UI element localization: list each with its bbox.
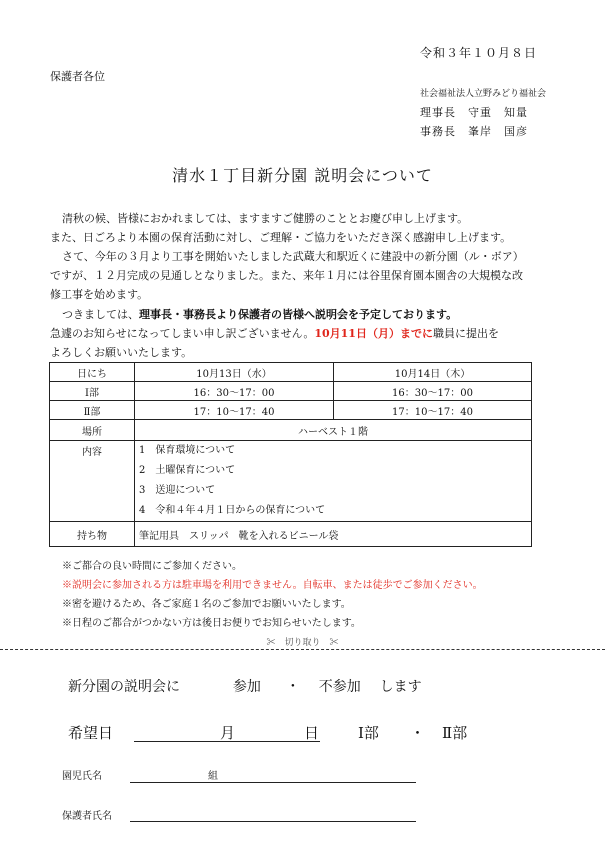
items-value: 筆記用具 スリッパ 靴を入れるビニール袋 <box>135 522 532 547</box>
day2-header: 10月14日（木） <box>334 363 532 382</box>
table-row <box>50 382 532 401</box>
content-label: 内容 <box>50 441 135 522</box>
part2-time-day2: 17：10～17：40 <box>334 401 532 420</box>
document-title: 清水１丁目新分園 説明会について <box>172 166 433 185</box>
child-name-field[interactable] <box>130 782 416 783</box>
class-label: 組 <box>208 771 218 782</box>
content-item: 3 送迎について <box>139 485 216 496</box>
separator-dot: ・ <box>410 724 426 742</box>
part1-time-day1: 16：30～17：00 <box>135 382 334 401</box>
body-bold-text: 理事長・事務長より保護者の皆様へ説明会を予定しております。 <box>139 308 458 321</box>
content-item: 2 土曜保育について <box>139 465 236 476</box>
guardian-name-label: 保護者氏名 <box>62 811 112 822</box>
body-line: よろしくお願いいたします。 <box>50 346 193 359</box>
organization-name: 社会福祉法人立野みどり福祉会 <box>420 89 547 99</box>
body-line: 清秋の候、皆様におかれましては、ますますご健勝のこととお慶び申し上げます。 <box>62 212 469 225</box>
not-attend-option[interactable]: 不参加 <box>318 679 361 695</box>
day1-header: 10月13日（水） <box>135 363 334 382</box>
part1-time-day2: 16：30～17：00 <box>334 382 532 401</box>
attendance-line <box>68 676 422 696</box>
attendance-suffix: します <box>379 679 422 695</box>
part2-time-day1: 17：10～17：40 <box>135 401 334 420</box>
note: ※日程のご都合がつかない方は後日お便りでお知らせいたします。 <box>62 618 361 629</box>
note: ※密を避けるため、各ご家庭１名のご参加でお願いいたします。 <box>62 599 351 610</box>
body-line: さて、今年の３月より工事を開始いたしました武蔵大和駅近くに建設中の新分園（ル・ボア） <box>62 250 524 263</box>
day-label: 日 <box>304 724 320 742</box>
table-row <box>50 420 532 441</box>
attendance-prefix: 新分園の説明会に <box>68 679 180 695</box>
body-line: 修工事を始めます。 <box>50 288 149 301</box>
cut-line <box>0 649 605 650</box>
attend-option[interactable]: 参加 <box>232 679 261 695</box>
part2-label: Ⅱ部 <box>50 401 135 420</box>
date-header-label: 日にち <box>50 363 135 382</box>
part2-option[interactable]: Ⅱ部 <box>442 724 468 742</box>
month-label: 月 <box>220 724 236 742</box>
content-list <box>135 441 532 522</box>
body-text: 職員に提出を <box>432 327 499 340</box>
note: ※ご都合の良い時間にご参加ください。 <box>62 561 242 572</box>
child-name-label: 園児氏名 <box>62 771 102 782</box>
body-line: ですが、１２月完成の見通しとなりました。また、来年１月には谷里保育園本園舎の大規模な改 <box>50 269 523 282</box>
body-text: 急遽のお知らせになってしまい申し訳ございません。 <box>50 327 315 340</box>
table-row <box>50 522 532 547</box>
body-line <box>62 306 457 322</box>
body-line <box>50 325 499 341</box>
body-text: つきましては、 <box>62 308 139 321</box>
items-label: 持ち物 <box>50 522 135 547</box>
preferred-date-field[interactable] <box>134 741 320 742</box>
guardian-name-field[interactable] <box>130 821 416 822</box>
schedule-table <box>49 362 532 547</box>
signatory-secretary: 事務長 峯岸 国彦 <box>420 125 528 138</box>
document-date: 令和３年１０月８日 <box>420 46 538 60</box>
content-item: 1 保育環境について <box>139 445 236 456</box>
table-row <box>50 441 532 522</box>
content-item: 4 令和４年４月１日からの保育について <box>139 505 326 516</box>
addressee: 保護者各位 <box>50 70 105 83</box>
part1-label: Ⅰ部 <box>50 382 135 401</box>
body-line: また、日ごろより本園の保育活動に対し、ご理解・ご協力をいただき深く感謝申し上げます。 <box>50 231 512 244</box>
table-row <box>50 363 532 382</box>
part1-option[interactable]: Ⅰ部 <box>358 724 379 742</box>
table-row <box>50 401 532 420</box>
note-warning: ※説明会に参加される方は駐車場を利用できません。自転車、または徒歩でご参加ください。 <box>62 580 483 591</box>
place-label: 場所 <box>50 420 135 441</box>
deadline-text: 10月11日（月）までに <box>314 327 433 340</box>
cut-label: ✂ 切り取り ✂ <box>266 638 339 648</box>
separator-dot: ・ <box>285 679 300 695</box>
preferred-label: 希望日 <box>68 724 114 742</box>
signatory-chairman: 理事長 守重 知量 <box>420 106 528 119</box>
place-value: ハーベスト１階 <box>135 420 532 441</box>
